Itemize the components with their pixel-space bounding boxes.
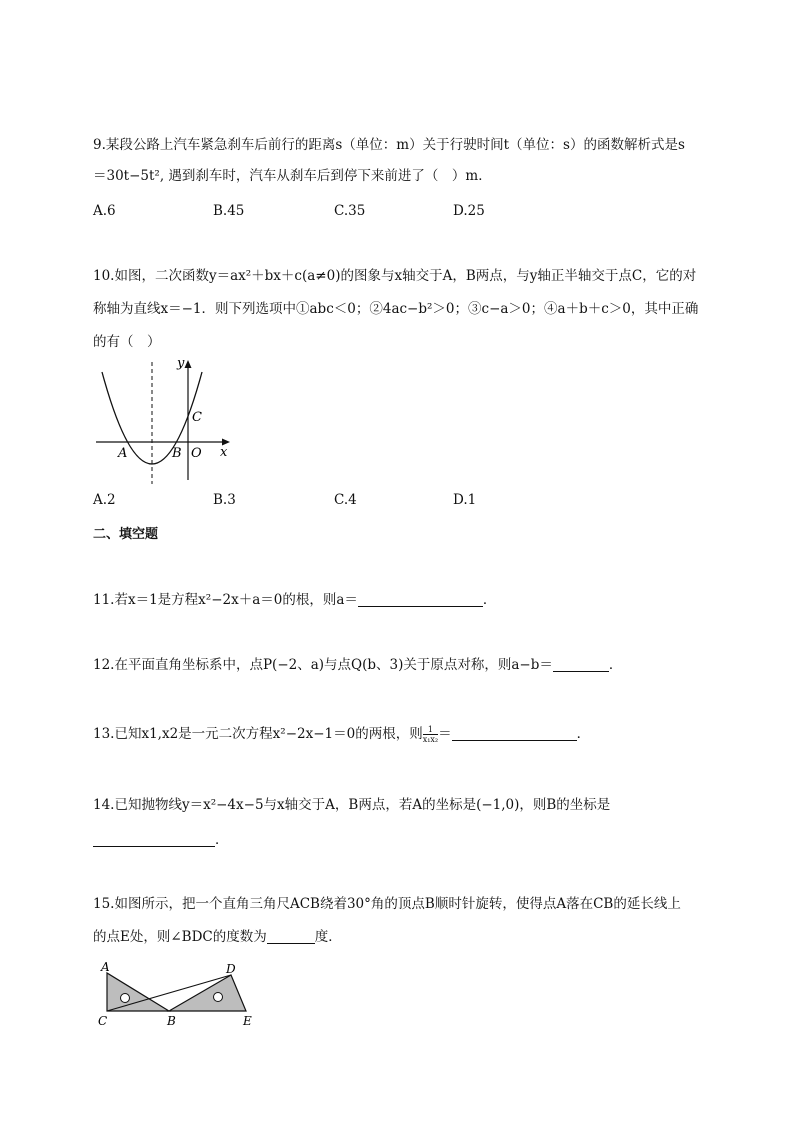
q13-end: ． [576, 726, 591, 742]
section-heading-fill-in: 二、填空题 [93, 527, 159, 542]
q10-line2: 称轴为直线x＝−1．则下列选项中①abc＜0；②4ac−b²＞0；③c−a＞0；④a＋b＋c＞0，其中正确 [93, 301, 699, 317]
q13-fraction: $\frac{1}{\text{x₁x₂}}$ [422, 725, 439, 744]
label-y: y [177, 356, 185, 371]
q11-answer-blank[interactable] [358, 606, 483, 607]
q15-text: 的点E处，则∠BDC的度数为 [93, 929, 267, 945]
q14-end: ． [215, 832, 229, 848]
q15-line2 [93, 927, 342, 947]
q10-parabola-figure [90, 352, 240, 484]
q15-end: 度． [314, 929, 342, 945]
q12-answer-blank[interactable] [553, 671, 609, 672]
label-a: A [118, 446, 128, 461]
q11-text: 11.若x＝1是方程x²−2x＋a＝0的根，则a＝ [93, 592, 358, 608]
q11-line [93, 590, 496, 610]
q9-option-d: D.25 [453, 203, 485, 219]
q10-option-d: D.1 [453, 492, 477, 508]
triangle-dbe-hole [214, 993, 223, 1002]
q15-answer-blank[interactable] [267, 943, 315, 944]
q9-option-c: C.35 [334, 203, 366, 219]
q13-text: 13.已知x1,x2是一元二次方程x²−2x−1＝0的两根，则 [93, 726, 423, 742]
y-axis-arrow [185, 360, 192, 368]
label-c: C [98, 1014, 108, 1028]
label-c: C [192, 410, 202, 425]
q9-option-a: A.6 [93, 203, 116, 219]
q13-eq: ＝ [438, 726, 452, 742]
q9-line1: 9.某段公路上汽车紧急刹车后前行的距离s（单位：m）关于行驶时间t（单位：s）的函数解析式是s [93, 137, 685, 153]
q10-option-a: A.2 [93, 492, 116, 508]
q12-text: 12.在平面直角坐标系中，点P(−2、a)与点Q(b、3)关于原点对称，则a−b＝ [93, 657, 553, 673]
triangle-dbe [169, 975, 246, 1011]
q10-line3: 的有（ ） [93, 334, 161, 350]
label-e: E [243, 1014, 252, 1028]
q9-option-b: B.45 [213, 203, 245, 219]
q15-triangle-figure [94, 958, 264, 1030]
triangle-acb [107, 973, 169, 1011]
label-a: A [101, 960, 110, 974]
q11-end: ． [482, 592, 497, 608]
label-d: D [226, 962, 236, 976]
q10-line1: 10.如图，二次函数y＝ax²＋bx＋c(a≠0)的图象与x轴交于A，B两点，与y轴正半轴交于点C，它的对 [93, 268, 697, 284]
label-b: B [172, 446, 182, 461]
q13-line [93, 724, 590, 744]
q15-line1: 15.如图所示，把一个直角三角尺ACB绕着30°角的顶点B顺时针旋转，使得点A落在CB的延长线上 [93, 896, 681, 912]
q14-line: 14.已知抛物线y＝x²−4x−5与x轴交于A，B两点，若A的坐标是(−1,0)，则B的坐标是 [93, 797, 611, 813]
q10-option-b: B.3 [213, 492, 236, 508]
q12-line [93, 655, 622, 675]
q13-answer-blank[interactable] [452, 740, 577, 741]
q9-line2: ＝30t−5t², 遇到刹车时，汽车从刹车后到停下来前进了（ ）m． [93, 168, 492, 184]
q14-line2 [93, 830, 229, 850]
label-x: x [220, 445, 228, 460]
triangle-acb-hole [121, 994, 130, 1003]
label-b: B [167, 1014, 176, 1028]
label-o: O [191, 446, 202, 461]
q12-end: ． [608, 657, 623, 673]
q14-answer-blank[interactable] [93, 846, 215, 847]
q10-option-c: C.4 [334, 492, 357, 508]
